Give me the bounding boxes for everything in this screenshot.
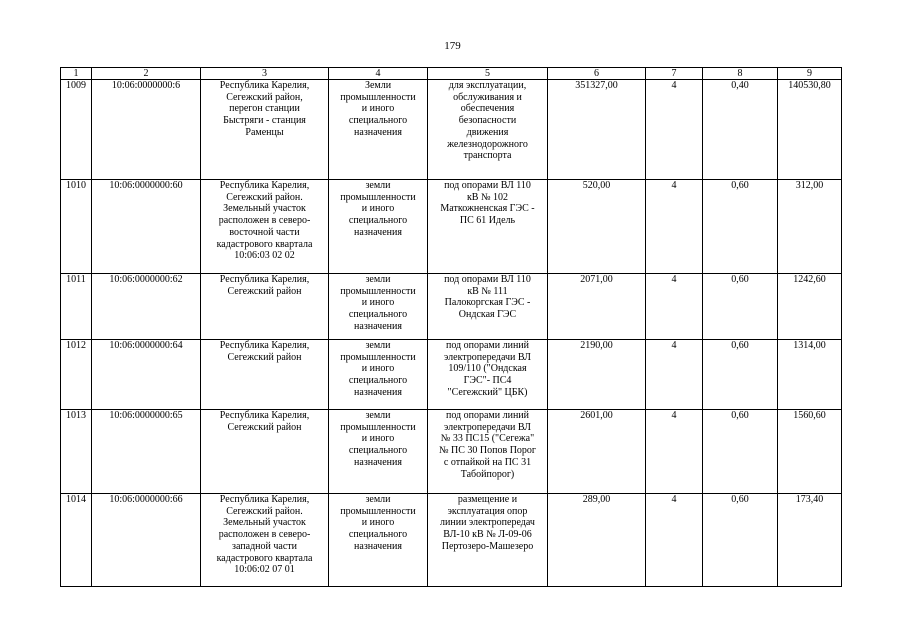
- cell-line: под опорами ВЛ 110: [444, 180, 531, 191]
- area-cell: 289,00: [548, 494, 646, 587]
- table-body: [61, 80, 842, 587]
- area-cell: 351327,00: [548, 80, 646, 180]
- cell-line: под опорами ВЛ 110: [444, 274, 531, 285]
- cell-line: промышленности: [340, 351, 416, 363]
- cell-line: промышленности: [340, 285, 416, 297]
- area-cell: 2601,00: [548, 410, 646, 494]
- payment-amount-cell: 140530,80: [778, 80, 842, 180]
- cell-line: Маткожненская ГЭС -: [440, 203, 535, 215]
- land-category-cell: [329, 410, 428, 494]
- cell-line: транспорта: [463, 150, 512, 162]
- coefficient-a-cell: 4: [646, 180, 703, 274]
- cell-line: назначения: [354, 126, 402, 138]
- column-header: 5: [428, 68, 548, 80]
- coefficient-b-cell: 0,60: [703, 274, 778, 340]
- cell-line: восточной части: [229, 226, 300, 238]
- record-number-cell: 1013: [61, 410, 92, 494]
- address-cell: [201, 180, 329, 274]
- coefficient-a-cell: 4: [646, 80, 703, 180]
- record-number-cell: 1012: [61, 340, 92, 410]
- payment-amount-cell: 1560,60: [778, 410, 842, 494]
- cell-line: Быстряги - станция: [223, 115, 306, 127]
- cell-line: и иного: [361, 517, 395, 529]
- record-number-cell: 1011: [61, 274, 92, 340]
- column-header: 1: [61, 68, 92, 80]
- cadastral-number-cell: 10:06:0000000:64: [92, 340, 201, 410]
- cell-line: электропередачи ВЛ: [444, 351, 531, 363]
- cell-line: под опорами линий: [445, 340, 530, 351]
- permitted-use-cell: [428, 340, 548, 410]
- cell-line: промышленности: [340, 191, 416, 203]
- land-registry-table: [60, 67, 842, 587]
- land-category-cell: [329, 80, 428, 180]
- cell-line: кВ № 111: [467, 285, 508, 297]
- cell-line: Сегежский район: [227, 285, 302, 297]
- cell-line: Республика Карелия,: [219, 274, 310, 285]
- cell-line: ГЭС"- ПС4: [463, 375, 512, 387]
- cell-line: "Сегежский" ЦБК): [447, 386, 528, 398]
- column-header: 3: [201, 68, 329, 80]
- address-cell: [201, 410, 329, 494]
- cell-line: назначения: [354, 386, 402, 398]
- table-row: [61, 180, 842, 274]
- cell-line: электропередачи ВЛ: [444, 421, 531, 433]
- land-category-cell: [329, 494, 428, 587]
- cell-line: земли: [365, 494, 391, 505]
- cell-line: специального: [348, 375, 408, 387]
- coefficient-a-cell: 4: [646, 410, 703, 494]
- cell-line: расположен в северо-: [218, 215, 311, 227]
- cell-line: расположен в северо-: [218, 529, 311, 541]
- cell-line: Республика Карелия,: [219, 494, 310, 505]
- land-category-cell: [329, 274, 428, 340]
- cadastral-number-cell: 10:06:0000000:6: [92, 80, 201, 180]
- cadastral-number-cell: 10:06:0000000:60: [92, 180, 201, 274]
- cell-line: и иного: [361, 103, 395, 115]
- coefficient-a-cell: 4: [646, 274, 703, 340]
- address-cell: [201, 80, 329, 180]
- area-cell: 2071,00: [548, 274, 646, 340]
- payment-amount-cell: 173,40: [778, 494, 842, 587]
- cell-line: № 33 ПС15 ("Сегежа": [440, 433, 535, 445]
- cell-line: специального: [348, 309, 408, 321]
- cell-line: специального: [348, 215, 408, 227]
- area-cell: 2190,00: [548, 340, 646, 410]
- coefficient-b-cell: 0,40: [703, 80, 778, 180]
- column-header: 7: [646, 68, 703, 80]
- coefficient-b-cell: 0,60: [703, 340, 778, 410]
- cell-line: специального: [348, 115, 408, 127]
- cell-line: ВЛ-10 кВ № Л-09-06: [443, 529, 532, 541]
- cell-line: земли: [365, 274, 391, 285]
- cell-line: Пертозеро-Машезеро: [441, 540, 534, 552]
- cell-line: земли: [365, 340, 391, 351]
- cell-line: Сегежский район.: [226, 505, 303, 517]
- permitted-use-cell: [428, 410, 548, 494]
- permitted-use-cell: [428, 80, 548, 180]
- cell-line: Республика Карелия,: [219, 80, 310, 91]
- table-header: [61, 68, 842, 80]
- cell-line: Ондская ГЭС: [458, 309, 517, 321]
- cell-line: Табойпорог): [460, 468, 515, 480]
- address-cell: [201, 494, 329, 587]
- cell-line: Земельный участок: [223, 517, 306, 529]
- column-header: 6: [548, 68, 646, 80]
- cell-line: Земельный участок: [223, 203, 306, 215]
- column-number-row: [61, 68, 842, 80]
- land-category-cell: [329, 180, 428, 274]
- page-number: 179: [444, 40, 461, 52]
- cell-line: Республика Карелия,: [219, 410, 310, 421]
- cell-line: размещение и: [457, 494, 518, 505]
- table-row: [61, 80, 842, 180]
- column-header: 8: [703, 68, 778, 80]
- cell-line: 10:06:03 02 02: [234, 250, 295, 262]
- table-row: [61, 410, 842, 494]
- cell-line: кВ № 102: [466, 191, 509, 203]
- cell-line: кадастрового квартала: [216, 238, 313, 250]
- cell-line: для эксплуатации,: [448, 80, 527, 91]
- cell-line: назначения: [354, 540, 402, 552]
- land-category-cell: [329, 340, 428, 410]
- cell-line: Сегежский район.: [226, 191, 303, 203]
- cell-line: и иного: [361, 297, 395, 309]
- cell-line: Сегежский район,: [226, 91, 303, 103]
- cell-line: промышленности: [340, 421, 416, 433]
- address-cell: [201, 274, 329, 340]
- cell-line: Республика Карелия,: [219, 340, 310, 351]
- column-header: 2: [92, 68, 201, 80]
- cell-line: 10:06:02 07 01: [234, 564, 295, 576]
- permitted-use-cell: [428, 274, 548, 340]
- cadastral-number-cell: 10:06:0000000:65: [92, 410, 201, 494]
- cell-line: Земли: [364, 80, 392, 91]
- payment-amount-cell: 1242,60: [778, 274, 842, 340]
- cell-line: земли: [365, 180, 391, 191]
- cell-line: безопасности: [458, 115, 517, 127]
- record-number-cell: 1010: [61, 180, 92, 274]
- cell-line: Сегежский район: [227, 351, 302, 363]
- cell-line: назначения: [354, 456, 402, 468]
- cell-line: ПС 61 Идель: [459, 215, 516, 227]
- column-header: 4: [329, 68, 428, 80]
- column-header: 9: [778, 68, 842, 80]
- coefficient-b-cell: 0,60: [703, 410, 778, 494]
- address-cell: [201, 340, 329, 410]
- cell-line: промышленности: [340, 505, 416, 517]
- area-cell: 520,00: [548, 180, 646, 274]
- cell-line: 109/110 ("Ондская: [448, 363, 527, 375]
- payment-amount-cell: 312,00: [778, 180, 842, 274]
- cell-line: западной части: [232, 540, 297, 552]
- cell-line: перегон станции: [229, 103, 300, 115]
- cell-line: кадастрового квартала: [216, 552, 313, 564]
- coefficient-b-cell: 0,60: [703, 180, 778, 274]
- cell-line: обслуживания и: [453, 91, 522, 103]
- cell-line: Республика Карелия,: [219, 180, 310, 191]
- table-row: [61, 340, 842, 410]
- coefficient-a-cell: 4: [646, 494, 703, 587]
- cell-line: земли: [365, 410, 391, 421]
- cell-line: движения: [466, 126, 509, 138]
- cell-line: Сегежский район: [227, 421, 302, 433]
- cell-line: эксплуатация опор: [447, 505, 528, 517]
- cell-line: назначения: [354, 226, 402, 238]
- cell-line: Раменцы: [245, 126, 284, 138]
- cell-line: линии электропередач: [440, 517, 535, 529]
- cell-line: № ПС 30 Попов Порог: [438, 445, 537, 457]
- coefficient-b-cell: 0,60: [703, 494, 778, 587]
- cell-line: Палокоргская ГЭС -: [444, 297, 531, 309]
- record-number-cell: 1009: [61, 80, 92, 180]
- permitted-use-cell: [428, 494, 548, 587]
- cell-line: назначения: [354, 320, 402, 332]
- cell-line: под опорами линий: [445, 410, 530, 421]
- coefficient-a-cell: 4: [646, 340, 703, 410]
- cell-line: обеспечения: [460, 103, 515, 115]
- record-number-cell: 1014: [61, 494, 92, 587]
- cell-line: и иного: [361, 433, 395, 445]
- cell-line: специального: [348, 529, 408, 541]
- cadastral-number-cell: 10:06:0000000:66: [92, 494, 201, 587]
- cell-line: с отпайкой на ПС 31: [443, 456, 532, 468]
- cadastral-number-cell: 10:06:0000000:62: [92, 274, 201, 340]
- cell-line: специального: [348, 445, 408, 457]
- cell-line: и иного: [361, 363, 395, 375]
- permitted-use-cell: [428, 180, 548, 274]
- cell-line: и иного: [361, 203, 395, 215]
- cell-line: промышленности: [340, 91, 416, 103]
- cell-line: железнодорожного: [447, 138, 528, 150]
- table-row: [61, 274, 842, 340]
- table-row: [61, 494, 842, 587]
- payment-amount-cell: 1314,00: [778, 340, 842, 410]
